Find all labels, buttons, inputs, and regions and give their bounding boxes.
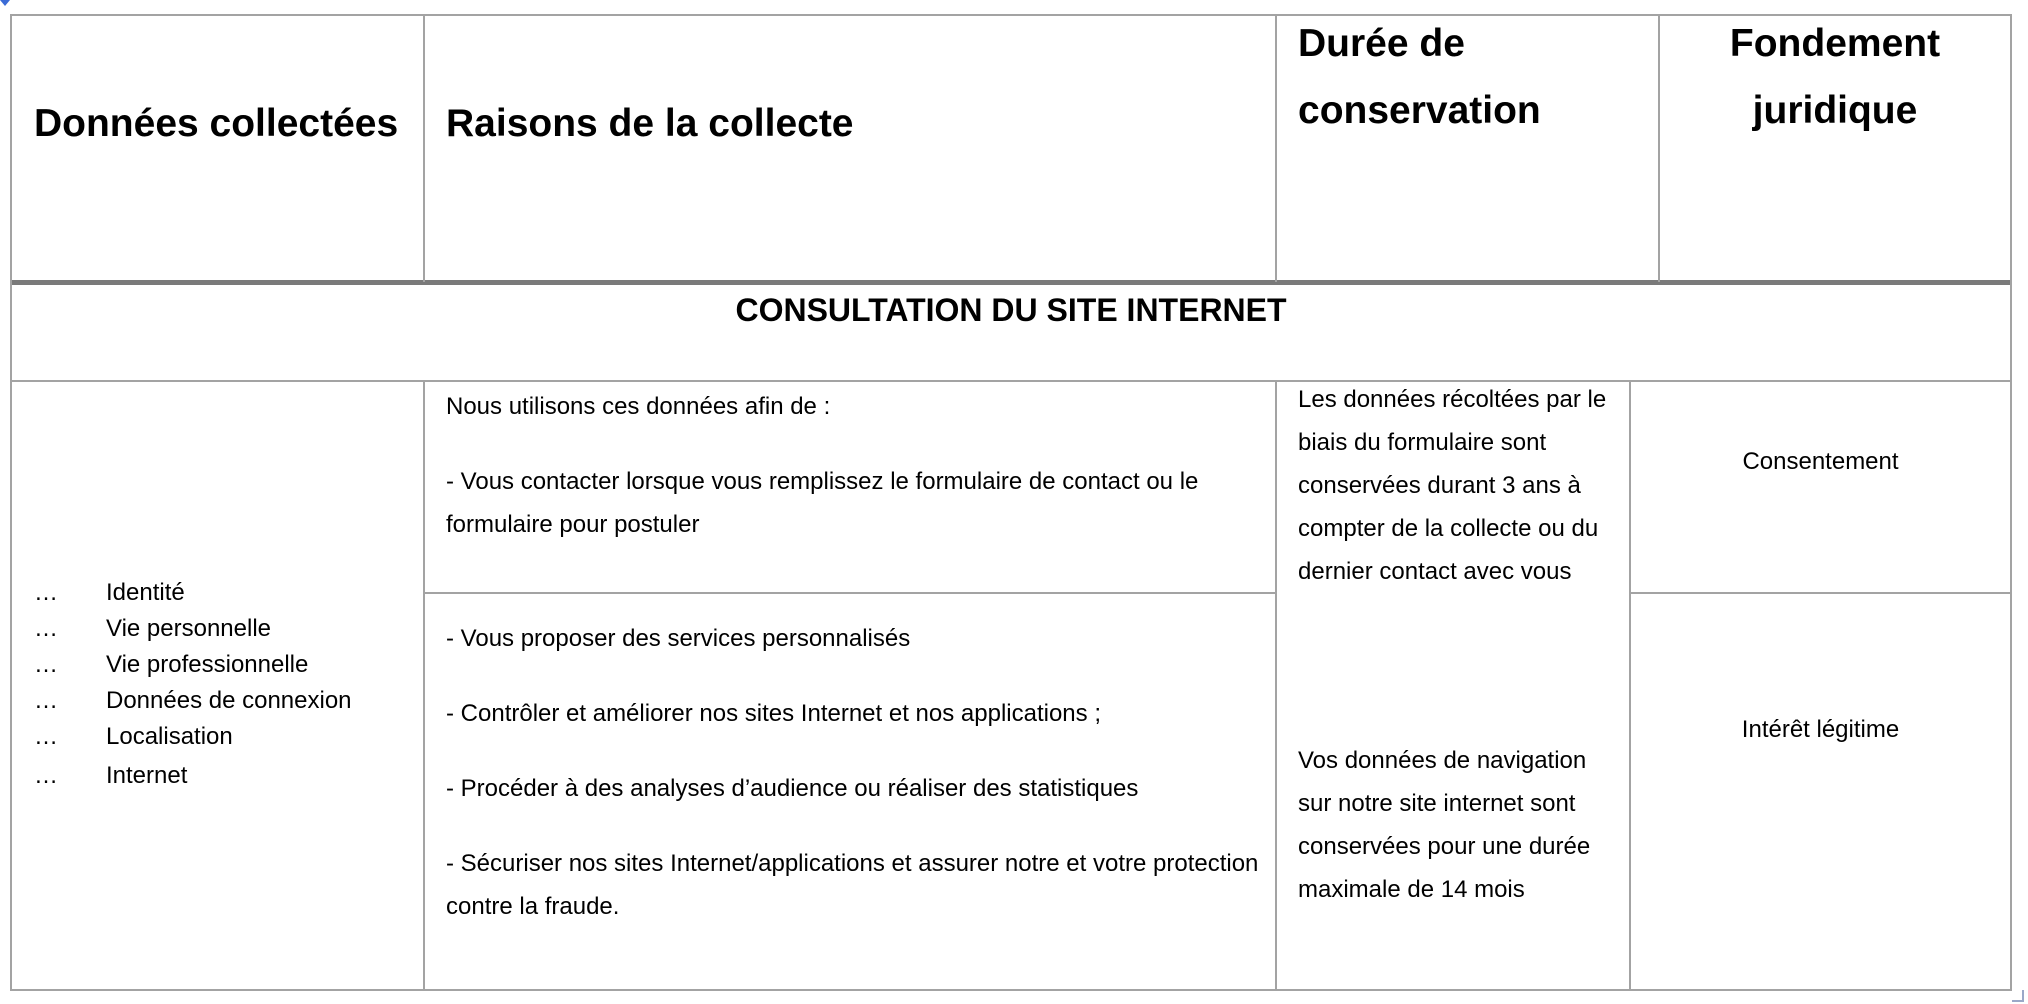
- header-retention: [1298, 10, 1653, 144]
- header-legal-line2: juridique: [1752, 89, 1918, 132]
- reasons-group1-cell: [446, 385, 1266, 546]
- bullet-marker: …: [34, 762, 59, 789]
- reasons-item: - Sécuriser nos sites Internet/applications et assurer notre et votre protection contre la fraude.: [446, 850, 1259, 920]
- header-retention-line2: conservation: [1298, 89, 1541, 132]
- list-item: [34, 647, 419, 683]
- reasons-intro: Nous utilisons ces données afin de :: [446, 393, 831, 420]
- retention-navigation: Vos données de navigation sur notre site internet sont conservées pour une durée maximale de 14 mois: [1298, 747, 1591, 903]
- grid-line-header-bottom: [10, 280, 2012, 285]
- grid-line-left: [10, 14, 12, 991]
- grid-line-col1-header: [423, 14, 425, 282]
- grid-line-bottom: [10, 989, 2012, 991]
- data-item-label: Localisation: [106, 723, 233, 750]
- grid-line-col1-body: [423, 380, 425, 991]
- grid-line-right: [2010, 14, 2012, 991]
- header-retention-line1: Durée de: [1298, 22, 1465, 65]
- list-item: [34, 683, 419, 719]
- data-item-label: Vie professionnelle: [106, 651, 309, 678]
- data-item-label: Données de connexion: [106, 687, 352, 714]
- grid-line-col2-body: [1275, 380, 1277, 991]
- retention-forms: Les données récoltées par le biais du formulaire sont conservées durant 3 ans à compter de la collecte ou du dernier contact avec vous: [1298, 386, 1607, 585]
- list-item: [34, 755, 419, 797]
- bullet-marker: …: [34, 687, 59, 714]
- list-item: [34, 575, 419, 611]
- header-data-collected: Données collectées: [34, 102, 399, 145]
- list-item: [34, 611, 419, 647]
- resize-handle-icon: [2012, 990, 2024, 1002]
- data-collected-cell: [34, 575, 419, 797]
- grid-line-reasons-split: [423, 592, 1275, 594]
- list-item: [34, 719, 419, 755]
- bullet-marker: …: [34, 651, 59, 678]
- reasons-item: - Contrôler et améliorer nos sites Internet et nos applications ;: [446, 700, 1101, 727]
- table-anchor-icon: [0, 0, 10, 6]
- header-reasons: Raisons de la collecte: [446, 102, 854, 145]
- grid-line-section-bottom: [10, 380, 2012, 382]
- data-collected-list: [34, 575, 419, 797]
- reasons-contact-item: - Vous contacter lorsque vous remplissez le formulaire de contact ou le formulaire pour postuler: [446, 468, 1199, 538]
- data-item-label: Internet: [106, 762, 188, 789]
- header-legal-basis: [1660, 10, 2010, 144]
- data-item-label: Identité: [106, 579, 185, 606]
- section-title: CONSULTATION DU SITE INTERNET: [735, 292, 1287, 328]
- legal-basis-consent: Consentement: [1742, 448, 1899, 475]
- legal-basis-legitimate-interest: Intérêt légitime: [1741, 716, 1900, 743]
- header-legal-line1: Fondement: [1729, 22, 1941, 65]
- grid-line-legal-split: [1629, 592, 2012, 594]
- bullet-marker: …: [34, 723, 59, 750]
- reasons-group2-cell: [446, 617, 1266, 928]
- reasons-item: - Vous proposer des services personnalisés: [446, 625, 911, 652]
- bullet-marker: …: [34, 615, 59, 642]
- grid-line-col2-header: [1275, 14, 1277, 282]
- reasons-item: - Procéder à des analyses d’audience ou réaliser des statistiques: [446, 775, 1139, 802]
- data-item-label: Vie personnelle: [106, 615, 272, 642]
- bullet-marker: …: [34, 579, 59, 606]
